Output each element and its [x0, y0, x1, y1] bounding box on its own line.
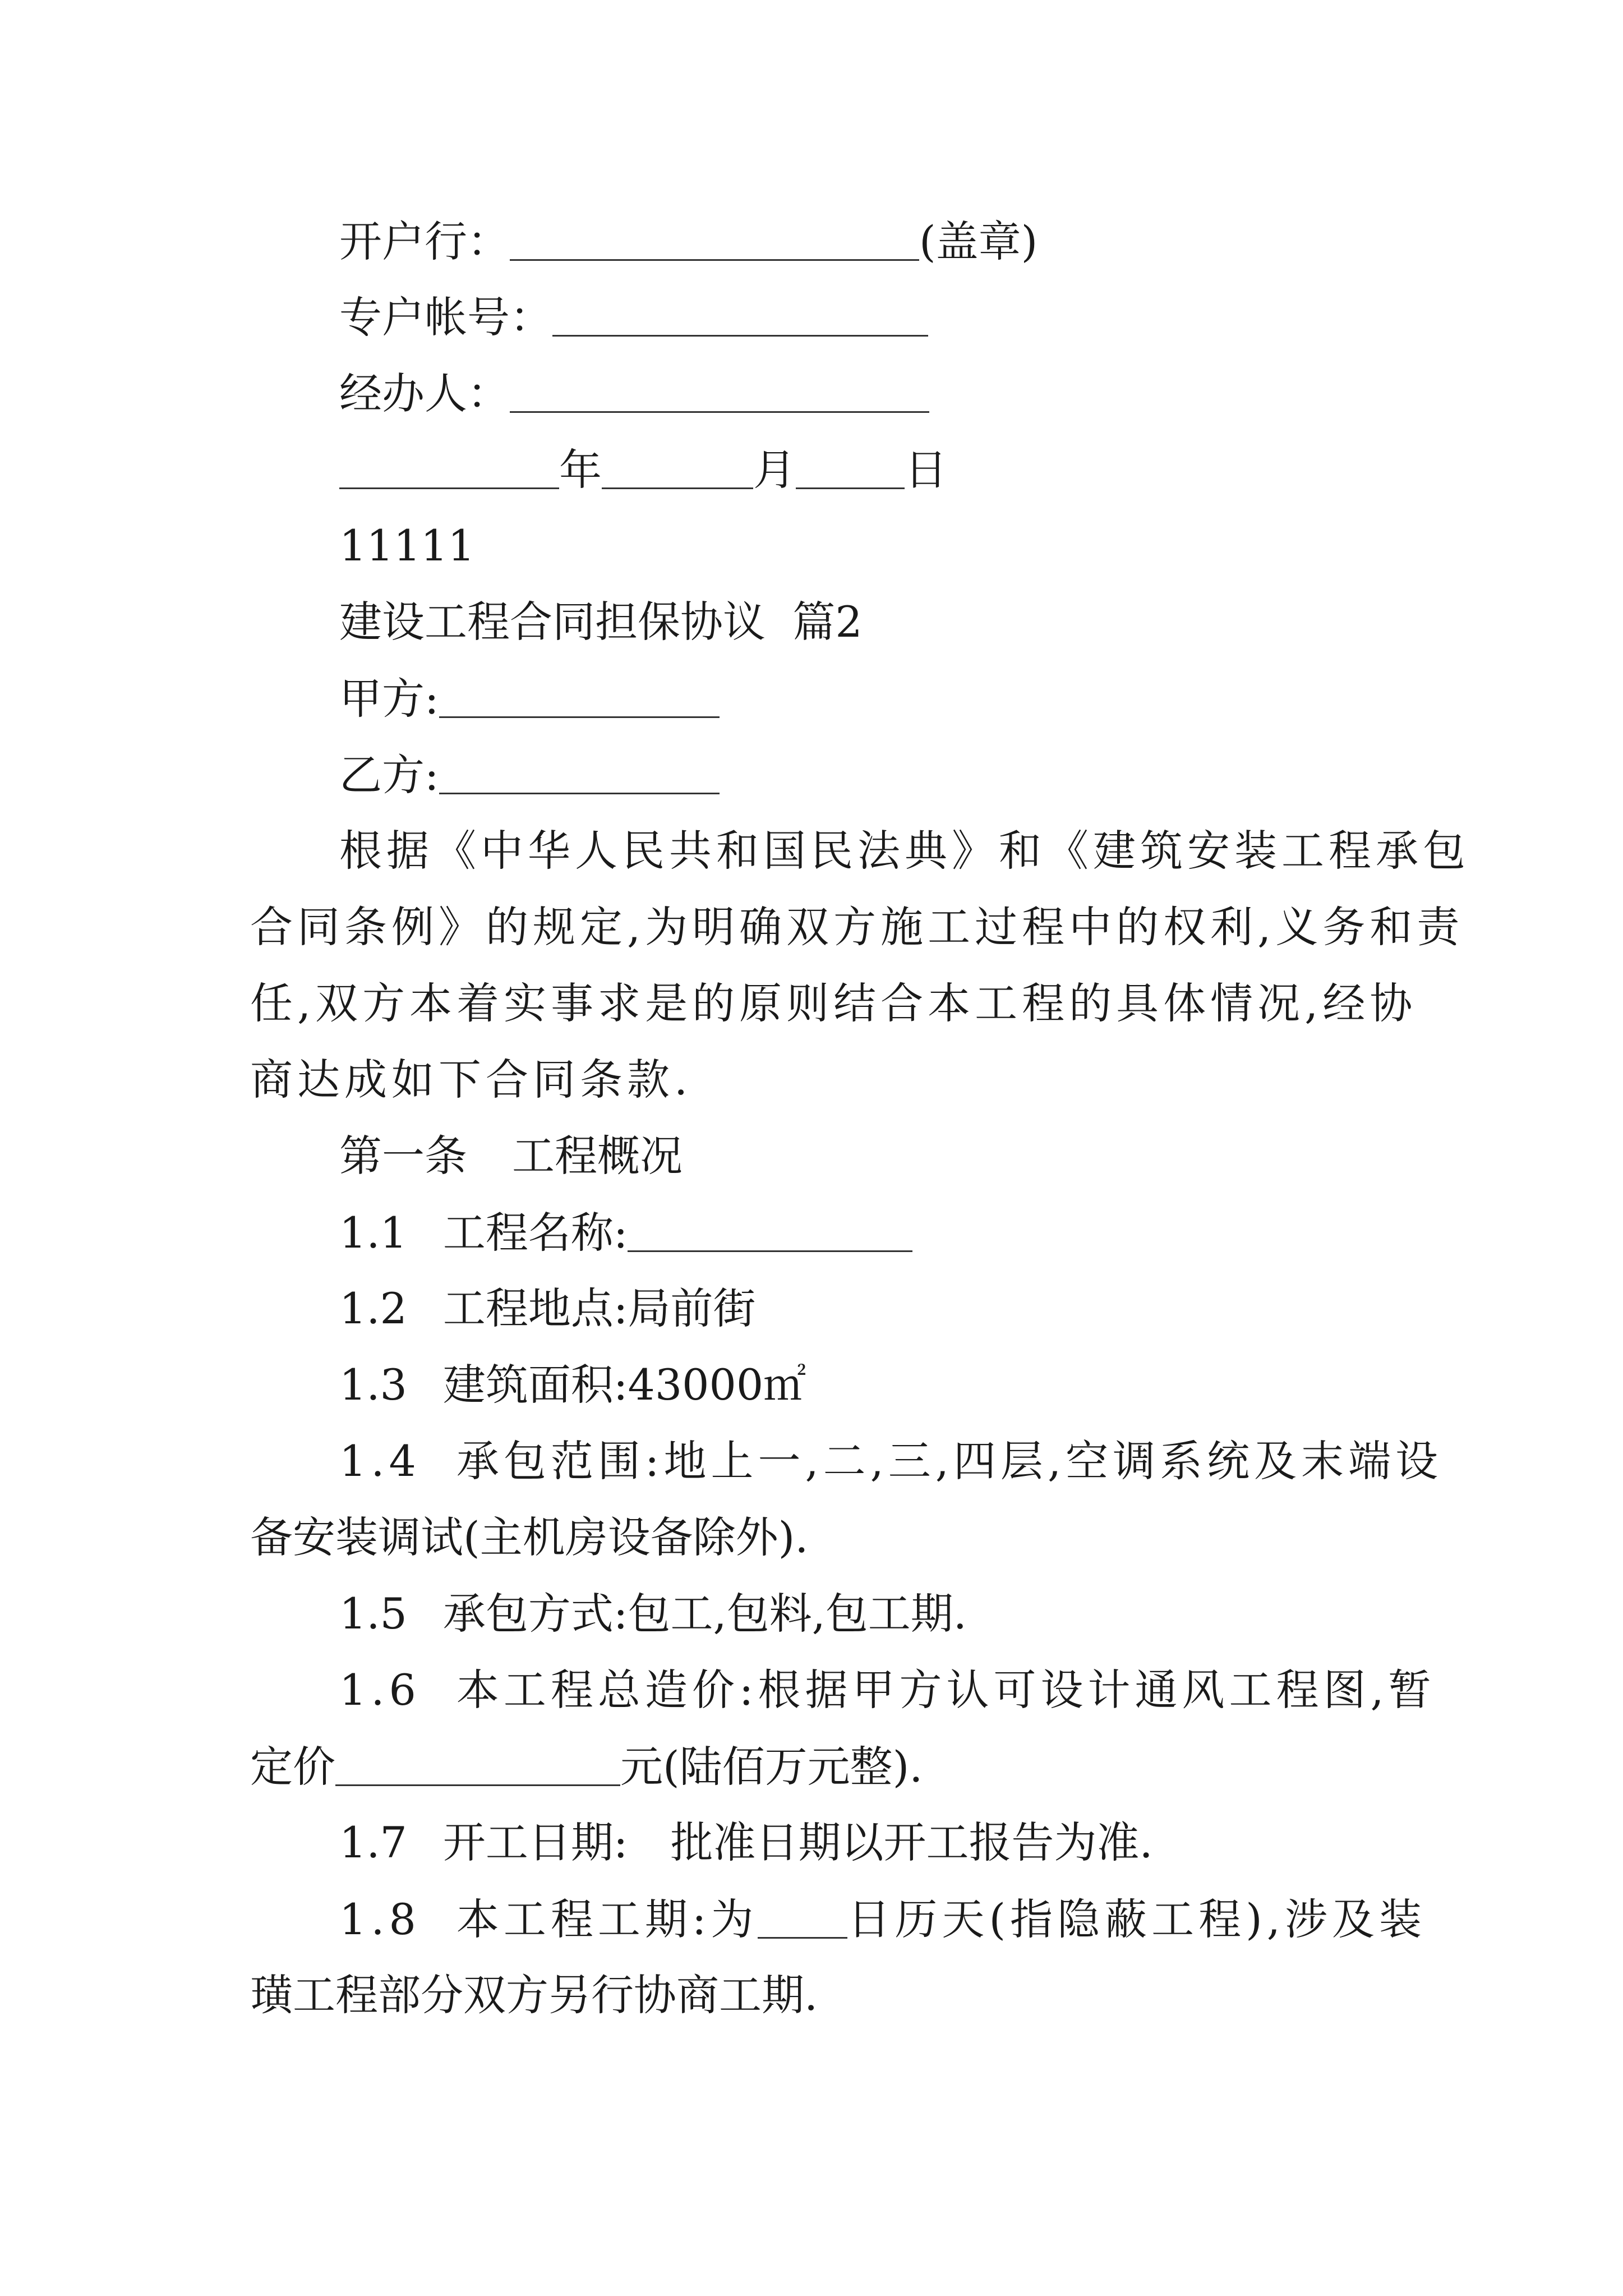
party-a-line — [339, 674, 720, 724]
item-1-7-detail: 批准日期以开工报告为准. — [670, 1818, 1153, 1867]
intro-line-4: 商达成如下合同条款. — [250, 1055, 693, 1105]
item-1-5 — [339, 1589, 967, 1639]
item-1-7 — [339, 1818, 1153, 1867]
day-blank — [796, 448, 905, 489]
item-1-8 — [339, 1894, 1426, 1944]
party-a-label: 甲方: — [339, 674, 439, 724]
article-1-title: 工程概况 — [512, 1131, 683, 1181]
bank-label: 开户行： — [339, 217, 510, 266]
party-a-blank — [439, 677, 720, 718]
item-1-2 — [339, 1283, 756, 1333]
article-1-heading — [339, 1131, 683, 1181]
item-1-1-text: 工程名称: — [442, 1208, 628, 1258]
bank-seal-note: (盖章) — [919, 217, 1038, 266]
year-label: 年 — [559, 445, 602, 495]
item-1-4-number: 1.4 — [339, 1436, 421, 1486]
item-1-8-text-after: 日历天(指隐蔽工程),涉及装 — [847, 1894, 1426, 1944]
item-1-5-number: 1.5 — [339, 1589, 407, 1639]
separator-text: 11111 — [339, 521, 475, 570]
handler-line — [339, 369, 929, 418]
item-1-6-cont-prefix: 定价 — [250, 1742, 335, 1792]
item-1-8-text: 本工程工期:为 — [456, 1894, 758, 1944]
party-b-label: 乙方: — [339, 750, 439, 800]
item-1-3-number: 1.3 — [339, 1360, 407, 1410]
party-b-line — [339, 750, 720, 800]
item-1-8-number: 1.8 — [339, 1894, 421, 1944]
year-blank — [339, 448, 559, 489]
agreement-title: 建设工程合同担保协议 篇2 — [339, 597, 863, 647]
item-1-6 — [339, 1665, 1436, 1715]
intro-line-2: 合同条例》的规定,为明确双方施工过程中的权利,义务和责 — [250, 902, 1464, 952]
intro-line-1: 根据《中华人民共和国民法典》和《建筑安装工程承包 — [339, 826, 1470, 876]
project-name-blank — [628, 1211, 912, 1252]
article-1-number: 第一条 — [339, 1131, 467, 1181]
item-1-4 — [339, 1436, 1443, 1486]
account-line — [339, 292, 928, 342]
handler-blank — [510, 372, 929, 413]
item-1-3 — [339, 1360, 806, 1410]
item-1-7-number: 1.7 — [339, 1818, 407, 1867]
date-line — [339, 445, 947, 495]
item-1-4-text: 承包范围:地上一,二,三,四层,空调系统及末端设 — [456, 1436, 1443, 1486]
account-blank — [552, 296, 928, 337]
bank-line — [339, 217, 1038, 266]
item-1-4-continued: 备安装调试(主机房设备除外). — [250, 1512, 809, 1562]
account-label: 专户帐号： — [339, 292, 552, 342]
intro-line-3: 任,双方本着实事求是的原则结合本工程的具体情况,经协 — [250, 978, 1417, 1028]
item-1-3-text: 建筑面积:43000㎡ — [442, 1360, 806, 1410]
item-1-2-number: 1.2 — [339, 1283, 407, 1333]
item-1-5-text: 承包方式:包工,包料,包工期. — [442, 1589, 967, 1639]
item-1-1 — [339, 1208, 912, 1258]
handler-label: 经办人： — [339, 369, 510, 418]
item-1-7-text: 开工日期: — [442, 1818, 628, 1867]
price-blank — [335, 1745, 620, 1786]
item-1-8-continued: 璜工程部分双方另行协商工期. — [250, 1970, 818, 2020]
bank-blank — [510, 220, 919, 261]
item-1-6-text: 本工程总造价:根据甲方认可设计通风工程图,暂 — [456, 1665, 1436, 1715]
item-1-6-cont-suffix: 元(陆佰万元整). — [620, 1742, 923, 1792]
party-b-blank — [439, 753, 720, 794]
item-1-6-continued — [250, 1742, 923, 1792]
day-label: 日 — [905, 445, 947, 495]
month-label: 月 — [753, 445, 796, 495]
item-1-2-text: 工程地点:局前街 — [442, 1283, 756, 1333]
item-1-6-number: 1.6 — [339, 1665, 421, 1715]
item-1-1-number: 1.1 — [339, 1208, 407, 1258]
period-blank — [758, 1898, 847, 1939]
month-blank — [602, 448, 753, 489]
